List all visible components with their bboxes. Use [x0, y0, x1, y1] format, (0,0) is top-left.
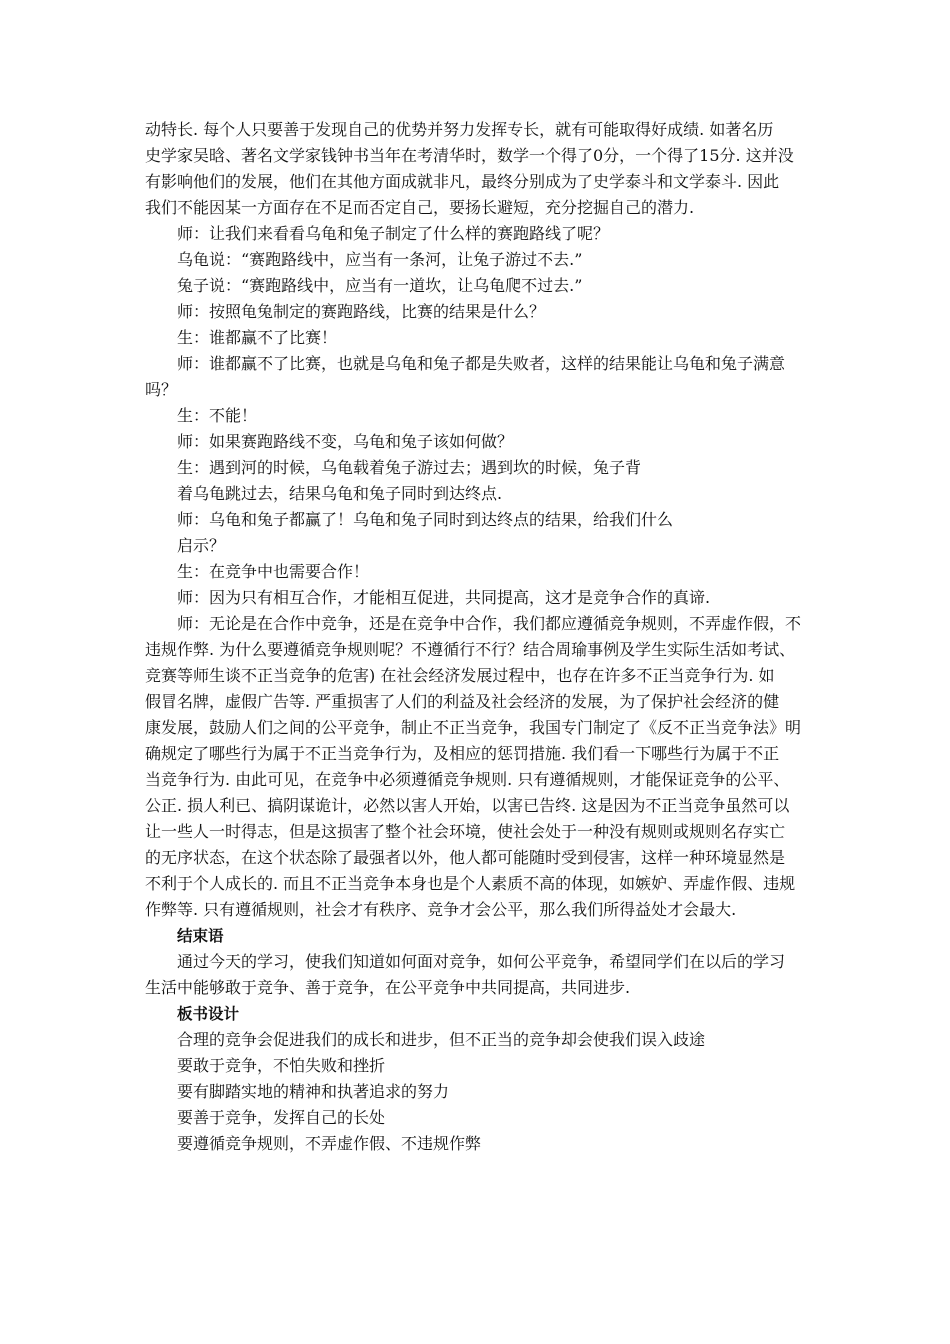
- teacher-paragraph-line: 康发展，鼓励人们之间的公平竞争，制止不正当竞争，我国专门制定了《反不正当竞争法》明: [145, 718, 802, 737]
- teacher-paragraph: [145, 611, 810, 923]
- dialogue-line: 启示？: [177, 536, 226, 555]
- dialogue-line: 着乌龟跳过去，结果乌龟和兔子同时到达终点.: [177, 484, 503, 503]
- document-body: [145, 117, 810, 1157]
- teacher-paragraph-line: 的无序状态，在这个状态除了最强者以外，他人都可能随时受到侵害，这样一种环境显然是: [145, 848, 786, 867]
- dialogue-line-continued: 吗？: [145, 380, 178, 399]
- dialogue-line: 生：谁都赢不了比赛！: [177, 328, 338, 347]
- dialogue-line: 兔子说：“赛跑路线中，应当有一道坎，让乌龟爬不过去.”: [177, 276, 583, 295]
- conclusion-section: [145, 923, 810, 1001]
- conclusion-line: 通过今天的学习，使我们知道如何面对竞争，如何公平竞争，希望同学们在以后的学习: [177, 952, 786, 971]
- intro-paragraph: [145, 117, 810, 221]
- dialogue-line: 师：按照龟兔制定的赛跑路线，比赛的结果是什么？: [177, 302, 546, 321]
- dialogue-line: 师：如果赛跑路线不变，乌龟和兔子该如何做？: [177, 432, 514, 451]
- dialogue-line: 乌龟说：“赛跑路线中，应当有一条河，让兔子游过不去.”: [177, 250, 583, 269]
- intro-line: 动特长. 每个人只要善于发现自己的优势并努力发挥专长，就有可能取得好成绩. 如著名历: [145, 120, 774, 139]
- teacher-paragraph-line: 师：无论是在合作中竞争，还是在竞争中合作，我们都应遵循竞争规则，不弄虚作假，不: [177, 614, 802, 633]
- teacher-paragraph-line: 确规定了哪些行为属于不正当竞争行为，及相应的惩罚措施. 我们看一下哪些行为属于不正: [145, 744, 780, 763]
- board-design-item: 要敢于竞争，不怕失败和挫折: [177, 1056, 386, 1075]
- conclusion-line: 生活中能够敢于竞争、善于竞争，在公平竞争中共同提高，共同进步.: [145, 978, 631, 997]
- teacher-paragraph-line: 违规作弊. 为什么要遵循竞争规则呢？不遵循行不行？结合周瑜事例及学生实际生活如考试、: [145, 640, 796, 659]
- dialogue-line: 师：让我们来看看乌龟和兔子制定了什么样的赛跑路线了呢？: [177, 224, 610, 243]
- board-design-item: 要有脚踏实地的精神和执著追求的努力: [177, 1082, 450, 1101]
- teacher-paragraph-line: 作弊等. 只有遵循规则，社会才有秩序、竞争才会公平，那么我们所得益处才会最大.: [145, 900, 737, 919]
- board-design-section: [145, 1001, 810, 1157]
- teacher-paragraph-line: 不利于个人成长的. 而且不正当竞争本身也是个人素质不高的体现，如嫉妒、弄虚作假、违规: [145, 874, 796, 893]
- teacher-paragraph-line: 公正. 损人利已、搞阴谋诡计，必然以害人开始，以害已告终. 这是因为不正当竞争虽然可以: [145, 796, 790, 815]
- teacher-paragraph-line: 假冒名牌，虚假广告等. 严重损害了人们的利益及社会经济的发展，为了保护社会经济的健: [145, 692, 780, 711]
- intro-line: 我们不能因某一方面存在不足而否定自己，要扬长避短，充分挖掘自己的潜力.: [145, 198, 695, 217]
- dialogue-line: 师：乌龟和兔子都赢了！乌龟和兔子同时到达终点的结果，给我们什么: [177, 510, 674, 529]
- board-design-heading: 板书设计: [177, 1005, 240, 1023]
- teacher-paragraph-line: 让一些人一时得志，但是这损害了整个社会环境，使社会处于一种没有规则或规则名存实亡: [145, 822, 786, 841]
- dialogue-line: 生：在竞争中也需要合作！: [177, 562, 370, 581]
- board-design-item: 要遵循竞争规则，不弄虚作假、不违规作弊: [177, 1134, 482, 1153]
- teacher-paragraph-line: 当竞争行为. 由此可见，在竞争中必须遵循竞争规则. 只有遵循规则，才能保证竞争的公平、: [145, 770, 790, 789]
- board-design-item: 要善于竞争，发挥自己的长处: [177, 1108, 386, 1127]
- intro-line: 史学家吴晗、著名文学家钱钟书当年在考清华时，数学一个得了0分，一个得了15分. 这并没: [145, 146, 794, 165]
- dialogue-line: 师：因为只有相互合作，才能相互促进，共同提高，这才是竞争合作的真谛.: [177, 588, 711, 607]
- dialogue-section: [145, 221, 810, 611]
- teacher-paragraph-line: 竞赛等师生谈不正当竞争的危害) 在社会经济发展过程中，也存在许多不正当竞争行为. 如: [145, 666, 775, 685]
- dialogue-line: 师：谁都赢不了比赛，也就是乌龟和兔子都是失败者，这样的结果能让乌龟和兔子满意: [177, 354, 786, 373]
- conclusion-heading: 结束语: [177, 927, 224, 945]
- board-design-item: 合理的竞争会促进我们的成长和进步，但不正当的竞争却会使我们误入歧途: [177, 1030, 706, 1049]
- dialogue-line: 生：遇到河的时候，乌龟载着兔子游过去；遇到坎的时候，兔子背: [177, 458, 642, 477]
- intro-line: 有影响他们的发展，他们在其他方面成就非凡，最终分别成为了史学泰斗和文学泰斗. 因此: [145, 172, 780, 191]
- dialogue-line: 生：不能！: [177, 406, 258, 425]
